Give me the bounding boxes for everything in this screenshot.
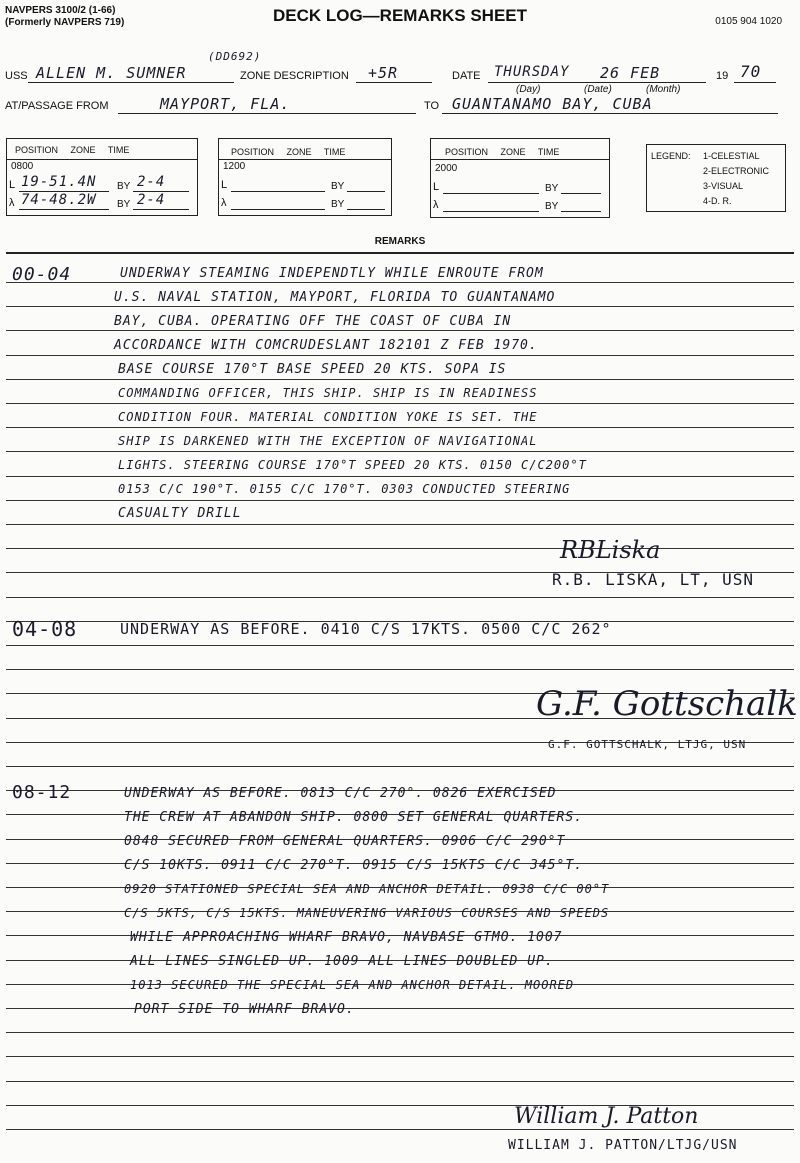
log-line: UNDERWAY STEAMING INDEPENDTLY WHILE ENROUTE FROM [120,266,544,281]
signature-name: WILLIAM J. PATTON/LTJG/USN [508,1138,738,1153]
passage-label: AT/PASSAGE FROM [5,100,109,112]
log-line: PORT SIDE TO WHARF BRAVO. [134,1002,355,1017]
signature-name: R.B. LISKA, LT, USN [552,570,755,589]
position-time: 1200 [223,161,246,172]
day-value: THURSDAY [494,64,570,80]
hull-number: (DD692) [208,50,262,63]
uss-label: USS [5,70,28,82]
log-line: WHILE APPROACHING WHARF BRAVO, NAVBASE GTMO. 1007 [130,930,563,945]
log-line: UNDERWAY AS BEFORE. 0410 C/S 17KTS. 0500 C/C 262° [120,620,612,638]
lon-by-label: BY [117,199,131,210]
log-line: 0920 STATIONED SPECIAL SEA AND ANCHOR DETAIL. 0938 C/C 00°T [124,882,610,896]
watch-period: 08-12 [12,782,72,803]
signature: G.F. Gottschalk [536,684,798,724]
longitude-value: 74-48.2W [21,192,97,208]
ruled-line [6,1008,794,1009]
position-header: POSITION ZONE TIME [15,145,130,155]
lat-by-label: BY [331,181,345,192]
lon-prefix: λ [9,197,15,209]
signature: William J. Patton [514,1104,699,1129]
ruled-line [6,306,794,307]
lon-by-label: BY [545,201,559,212]
ruled-line [6,451,794,452]
ruled-line [6,597,794,598]
log-line: SHIP IS DARKENED WITH THE EXCEPTION OF NAVIGATIONAL [118,434,538,448]
stock-number: 0105 904 1020 [715,16,782,27]
latitude-value: 19-51.4N [21,174,97,190]
ship-name: ALLEN M. SUMNER [36,64,187,82]
ruled-line [6,524,794,525]
log-line: ALL LINES SINGLED UP. 1009 ALL LINES DOUBLED UP. [130,954,554,969]
log-line: C/S 5KTS, C/S 15KTS. MANEUVERING VARIOUS COURSES AND SPEEDS [124,906,610,920]
ruled-line [6,403,794,404]
log-line: THE CREW AT ABANDON SHIP. 0800 SET GENERAL QUARTERS. [124,810,583,825]
signature-name: G.F. GOTTSCHALK, LTJG, USN [548,738,747,751]
passage-to: GUANTANAMO BAY, CUBA [452,95,653,113]
legend-item: 1-CELESTIAL [703,151,760,161]
form-number-current: NAVPERS 3100/2 (1-66) [5,5,116,16]
ruled-line [6,252,794,254]
remarks-label: REMARKS [374,236,426,247]
position-time: 2000 [435,163,458,174]
position-header: POSITION ZONE TIME [445,147,560,157]
year-value: 70 [740,62,762,81]
date-caption: (Date) [584,84,612,95]
log-line: BAY, CUBA. OPERATING OFF THE COAST OF CUBA IN [114,314,512,329]
watch-period: 04-08 [12,617,78,641]
log-line: CONDITION FOUR. MATERIAL CONDITION YOKE IS SET. THE [118,410,538,424]
ruled-line [6,330,794,331]
month-caption: (Month) [646,84,681,95]
lat-by-label: BY [117,181,131,192]
ruled-line [6,500,794,501]
log-line: 0848 SECURED FROM GENERAL QUARTERS. 0906 C/C 290°T [124,834,566,849]
legend-item: 3-VISUAL [703,181,744,191]
log-line: ACCORDANCE WITH COMCRUDESLANT 182101 Z FEB 1970. [114,338,538,353]
ruled-line [6,766,794,767]
date-value: 26 FEB [600,64,661,82]
date-label: DATE [452,70,481,82]
lon-prefix: λ [433,199,439,211]
lon-prefix: λ [221,197,227,209]
watch-period: 00-04 [12,264,72,285]
passage-from: MAYPORT, FLA. [160,95,291,113]
lat-prefix: L [221,179,228,191]
lat-prefix: L [9,179,16,191]
lat-by-value: 2-4 [137,174,166,190]
position-box-1200 [218,138,392,216]
log-line: 1013 SECURED THE SPECIAL SEA AND ANCHOR DETAIL. MOORED [130,978,575,992]
ruled-line [6,645,794,646]
log-line: LIGHTS. STEERING COURSE 170°T SPEED 20 KTS. 0150 C/C200°T [118,458,587,472]
day-caption: (Day) [516,84,541,95]
legend-item: 4-D. R. [703,196,732,206]
signature: RBLiska [560,536,661,564]
zone-value: +5R [368,64,399,82]
ruled-line [6,1081,794,1082]
log-line: COMMANDING OFFICER, THIS SHIP. SHIP IS IN READINESS [118,386,538,400]
ruled-line [6,379,794,380]
to-label: TO [424,100,440,112]
ruled-line [6,476,794,477]
legend-box [646,144,786,212]
ruled-line [6,282,794,283]
lon-by-label: BY [331,199,345,210]
log-line: CASUALTY DRILL [118,506,242,521]
year-prefix: 19 [716,70,729,82]
log-line: U.S. NAVAL STATION, MAYPORT, FLORIDA TO GUANTANAMO [114,290,556,305]
ruled-line [6,669,794,670]
ruled-line [6,355,794,356]
ruled-line [6,548,794,549]
lon-by-value: 2-4 [137,192,166,208]
legend-item: 2-ELECTRONIC [703,166,770,176]
ruled-line [6,1056,794,1057]
log-line: BASE COURSE 170°T BASE SPEED 20 KTS. SOPA IS [118,362,507,377]
page-title: DECK LOG—REMARKS SHEET [272,6,528,25]
position-box-2000 [430,138,610,218]
log-line: UNDERWAY AS BEFORE. 0813 C/C 270°. 0826 EXERCISED [124,786,557,801]
log-line: 0153 C/C 190°T. 0155 C/C 170°T. 0303 CONDUCTED STEERING [118,482,571,496]
ruled-line [6,1032,794,1033]
form-number-former: (Formerly NAVPERS 719) [5,17,125,28]
log-line: C/S 10KTS. 0911 C/C 270°T. 0915 C/S 15KTS C/C 345°T. [124,858,583,873]
position-time: 0800 [11,161,34,172]
lat-by-label: BY [545,183,559,194]
lat-prefix: L [433,181,440,193]
position-header: POSITION ZONE TIME [231,147,346,157]
zone-label: ZONE DESCRIPTION [240,70,349,82]
ruled-line [6,1129,794,1130]
legend-title: LEGEND: [651,151,691,161]
position-box-0800 [6,138,198,216]
ruled-line [6,427,794,428]
